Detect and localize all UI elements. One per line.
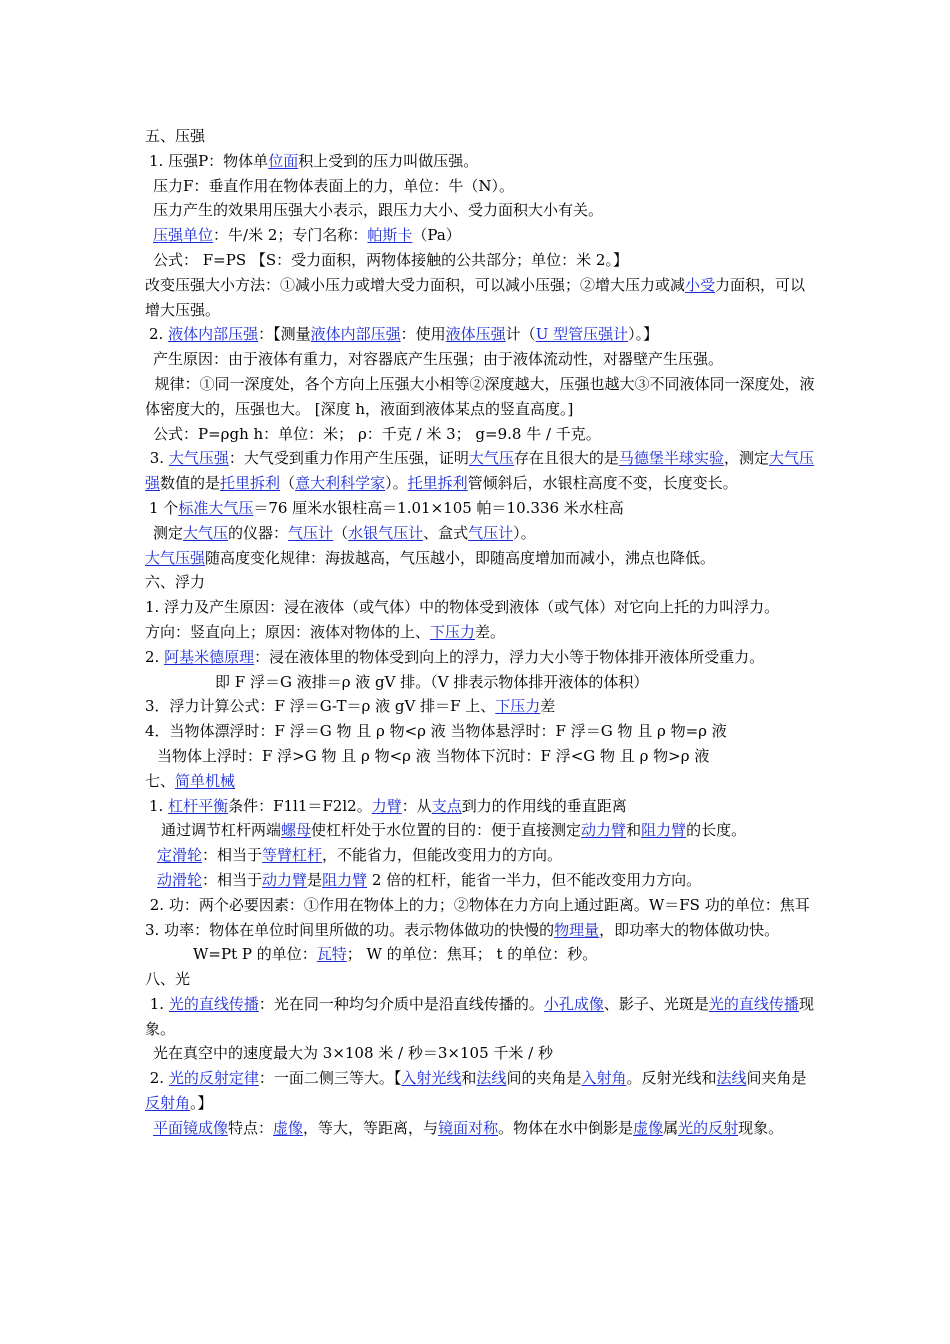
text-run: 七、 [145,771,176,790]
text-run: （ [333,523,349,542]
text-run: 3. 功率：物体在单位时间里所做的功。表示物体做功的快慢的 [145,920,555,939]
term-link[interactable]: 镜面对称 [438,1118,499,1137]
term-link[interactable]: 压强单位 [153,226,214,245]
text-run: 特点： [228,1118,274,1137]
text-run: ＝76 厘米水银柱高＝1.01×105 帕＝10.336 米水柱高 [253,498,624,517]
text-run: 压力F：垂直作用在物体表面上的力，单位：牛（N）。 [153,176,515,195]
term-link[interactable]: 意大利科学家 [295,474,386,493]
text-line [145,645,815,670]
term-link[interactable]: 等臂杠杆 [262,846,323,865]
text-run: ：相当于 [202,870,263,889]
text-run: 随高度变化规律：海拔越高，气压越小，即随高度增加而减小，沸点也降低。 [205,548,716,567]
text-run: ，即功率大的物体做功快。 [599,920,780,939]
text-run: ：牛/米 2；专门名称： [213,226,368,245]
text-line [145,893,815,918]
document-body [145,124,815,1141]
term-link[interactable]: U 型管压强计 [535,325,629,344]
text-line [145,744,815,769]
text-run: 2. [145,647,165,666]
text-run: 2. [145,1069,169,1088]
text-run: （ [280,474,296,493]
text-line [145,546,815,571]
text-run: 八、光 [145,970,191,989]
text-run: 1. 浮力及产生原因：浸在液体（或气体）中的物体受到液体（或气体）对它向上托的力叫浮力。 [145,598,780,617]
term-link[interactable]: 动力臂 [262,870,308,889]
text-run: ：从 [401,796,432,815]
text-run: 属 [663,1118,679,1137]
term-link[interactable]: 托里拆利 [407,474,468,493]
text-run: 通过调节杠杆两端 [161,821,282,840]
term-link[interactable]: 位面 [268,151,299,170]
text-run: 。】 [190,1094,213,1113]
term-link[interactable]: 入射光线 [401,1069,462,1088]
term-link[interactable]: 反射角 [145,1094,191,1113]
text-run: 改变压强大小方法：①减小压力或增大受力面积，可以减小压强；②增大压力或减 [145,275,686,294]
text-run: 的仪器： [228,523,289,542]
text-line [145,1041,815,1066]
text-run: ）。】 [628,325,659,344]
text-line [145,719,815,744]
text-run: 1. 压强P：物体单 [149,151,269,170]
term-link[interactable]: 力臂 [371,796,402,815]
text-line [145,124,815,149]
text-run: 差。 [475,622,506,641]
text-run: ，不能省力，但能改变用力的方向。 [322,846,563,865]
text-run: 数值的是 [160,474,221,493]
term-link[interactable]: 液体内部压强 [310,325,401,344]
text-run: 公式：P=ρgh h：单位：米； ρ：千克 / 米 3； g=9.8 牛 / 千克。 [153,424,601,443]
term-link[interactable]: 光的反射定律 [168,1069,259,1088]
term-link[interactable]: 大气压强 [145,449,814,493]
text-line [145,347,815,372]
term-link[interactable]: 阿基米德原理 [164,647,255,666]
text-run: ）。 [385,474,408,493]
text-run: 计（ [505,325,536,344]
term-link[interactable]: 气压计 [468,523,514,542]
term-link[interactable]: 入射角 [581,1069,627,1088]
term-link[interactable]: 支点 [431,796,462,815]
term-link[interactable]: 标准大气压 [178,498,254,517]
text-run: 间夹角是 [746,1069,807,1088]
text-run: 3．浮力计算公式：F 浮＝G-T＝ρ 液 gV 排＝F 上、 [145,697,496,716]
term-link[interactable]: 光的直线传播 [708,994,799,1013]
text-line [145,174,815,199]
text-run: 条件：F1l1＝F2l2。 [228,796,372,815]
text-line [145,248,815,273]
text-run: ：相当于 [202,846,263,865]
term-link[interactable]: 瓦特 [316,945,347,964]
term-link[interactable]: 小孔成像 [543,994,604,1013]
text-line [145,818,815,843]
term-link[interactable]: 液体压强 [445,325,506,344]
term-link[interactable]: 气压计 [288,523,334,542]
term-link[interactable]: 动滑轮 [157,870,203,889]
text-run: ：一面二侧三等大。【 [258,1069,402,1088]
text-run: W=Pt P 的单位： [193,945,317,964]
term-link[interactable]: 托里拆利 [220,474,281,493]
text-run: 、影子、光斑是 [603,994,709,1013]
text-run: 、盒式 [423,523,469,542]
term-link[interactable]: 光的直线传播 [168,994,259,1013]
text-line [145,223,815,248]
text-run: ：大气受到重力作用产生压强，证明 [228,449,469,468]
text-run: 1 个 [149,498,179,517]
term-link[interactable]: 马德堡半球实验 [618,449,724,468]
text-line [145,446,815,496]
text-line [145,372,815,422]
text-line [145,769,815,794]
text-line [145,1116,815,1141]
term-link[interactable]: 水银气压计 [348,523,424,542]
text-line [145,149,815,174]
text-line [145,1066,815,1116]
text-run: 1. [145,994,169,1013]
text-run: （Pa） [412,226,461,245]
text-run: 的长度。 [686,821,747,840]
text-run: 公式： F=PS 【S：受力面积，两物体接触的公共部分；单位：米 2。】 [153,250,628,269]
text-run: 产生原因：由于液体有重力，对容器底产生压强；由于液体流动性，对器壁产生压强。 [153,350,724,369]
text-run: 3. [145,449,169,468]
text-run: 到力的作用线的垂直距离 [461,796,627,815]
text-run: 现象。 [738,1118,784,1137]
term-link[interactable]: 物理量 [554,920,600,939]
term-link[interactable]: 光的反射 [678,1118,739,1137]
text-line [145,422,815,447]
term-link[interactable]: 大气压 [183,523,229,542]
text-run: 使杠杆处于水位置的目的：便于直接测定 [311,821,582,840]
text-run: 1. [149,796,169,815]
text-line [145,570,815,595]
term-link[interactable]: 虚像 [633,1118,664,1137]
term-link[interactable]: 动力臂 [581,821,627,840]
text-line [145,670,815,695]
text-line [145,322,815,347]
text-line [145,694,815,719]
text-line [145,620,815,645]
term-link[interactable]: 螺母 [281,821,312,840]
term-link[interactable]: 阻力臂 [641,821,687,840]
term-link[interactable]: 法线 [476,1069,507,1088]
text-line [145,794,815,819]
text-run: ：光在同一种均匀介质中是沿直线传播的。 [258,994,544,1013]
text-run: ，测定 [723,449,769,468]
text-run: 。物体在水中倒影是 [498,1118,634,1137]
text-run: ，等大，等距离，与 [303,1118,439,1137]
term-link[interactable]: 阻力臂 [322,870,368,889]
text-run: 六、浮力 [145,573,206,592]
text-run: 间的夹角是 [506,1069,582,1088]
text-run: 压力产生的效果用压强大小表示，跟压力大小、受力面积大小有关。 [153,201,604,220]
text-run: 力面积，可以增大压强。 [145,275,806,319]
text-run: ； W 的单位：焦耳； t 的单位：秒。 [346,945,598,964]
text-run: ：使用 [400,325,446,344]
text-run: 积上受到的压力叫做压强。 [298,151,479,170]
term-link[interactable]: 法线 [716,1069,747,1088]
text-run: 现象。 [145,994,814,1038]
text-run: 2. [149,325,169,344]
text-line [145,967,815,992]
text-line [145,843,815,868]
text-run: 2 倍的杠杆，能省一半力，但不能改变用力方向。 [367,870,702,889]
text-run: 。反射光线和 [626,1069,717,1088]
text-run: 和 [626,821,642,840]
term-link[interactable]: 简单机械 [175,771,236,790]
text-run: 测定 [153,523,184,542]
term-link[interactable]: 下压力 [495,697,541,716]
text-line [145,942,815,967]
term-link[interactable]: 大气压强 [168,449,229,468]
text-line [145,496,815,521]
term-link[interactable]: 大气压强 [145,548,206,567]
text-line [145,918,815,943]
text-line [145,992,815,1042]
text-line [145,198,815,223]
term-link[interactable]: 大气压 [468,449,514,468]
term-link[interactable]: 下压力 [430,622,476,641]
text-run: 光在真空中的速度最大为 3×108 米 / 秒＝3×105 千米 / 秒 [153,1044,553,1063]
term-link[interactable]: 小受 [685,275,716,294]
text-run: ：浸在液体里的物体受到向上的浮力，浮力大小等于物体排开液体所受重力。 [254,647,765,666]
text-run: 差 [540,697,556,716]
text-line [145,521,815,546]
text-run: ：【测量 [258,325,311,344]
term-link[interactable]: 虚像 [273,1118,304,1137]
text-line [145,595,815,620]
text-line [145,868,815,893]
term-link[interactable]: 杠杆平衡 [168,796,229,815]
text-run: 规律：①同一深度处，各个方向上压强大小相等②深度越大，压强也越大③不同液体同一深度处，液体密度大的，压强也大。 [深度 h，液面到液体某点的竖直高度。] [145,374,815,418]
text-run: 当物体上浮时：F 浮>G 物 且 ρ 物<ρ 液 当物体下沉时：F 浮<G 物 且 ρ 物>ρ 液 [157,746,710,765]
text-run: 方向：竖直向上；原因：液体对物体的上、 [145,622,431,641]
text-run: ）。 [513,523,536,542]
text-run: 2. 功：两个必要因素：①作用在物体上的力；②物体在力方向上通过距离。W＝FS 功的单位：焦耳 [145,895,810,914]
text-run: 和 [461,1069,477,1088]
term-link[interactable]: 平面镜成像 [153,1118,229,1137]
text-run: 即 F 浮＝G 液排＝ρ 液 gV 排。（V 排表示物体排开液体的体积） [215,672,649,691]
text-run: 存在且很大的是 [513,449,619,468]
text-run: 管倾斜后，水银柱高度不变，长度变长。 [467,474,738,493]
text-run: 4．当物体漂浮时：F 浮＝G 物 且 ρ 物<ρ 液 当物体悬浮时：F 浮＝G 物 且 ρ 物=ρ 液 [145,722,727,741]
term-link[interactable]: 帕斯卡 [367,226,413,245]
term-link[interactable]: 定滑轮 [157,846,203,865]
term-link[interactable]: 液体内部压强 [168,325,259,344]
text-run: 是 [307,870,323,889]
text-line [145,273,815,323]
text-run: 五、压强 [145,127,206,145]
